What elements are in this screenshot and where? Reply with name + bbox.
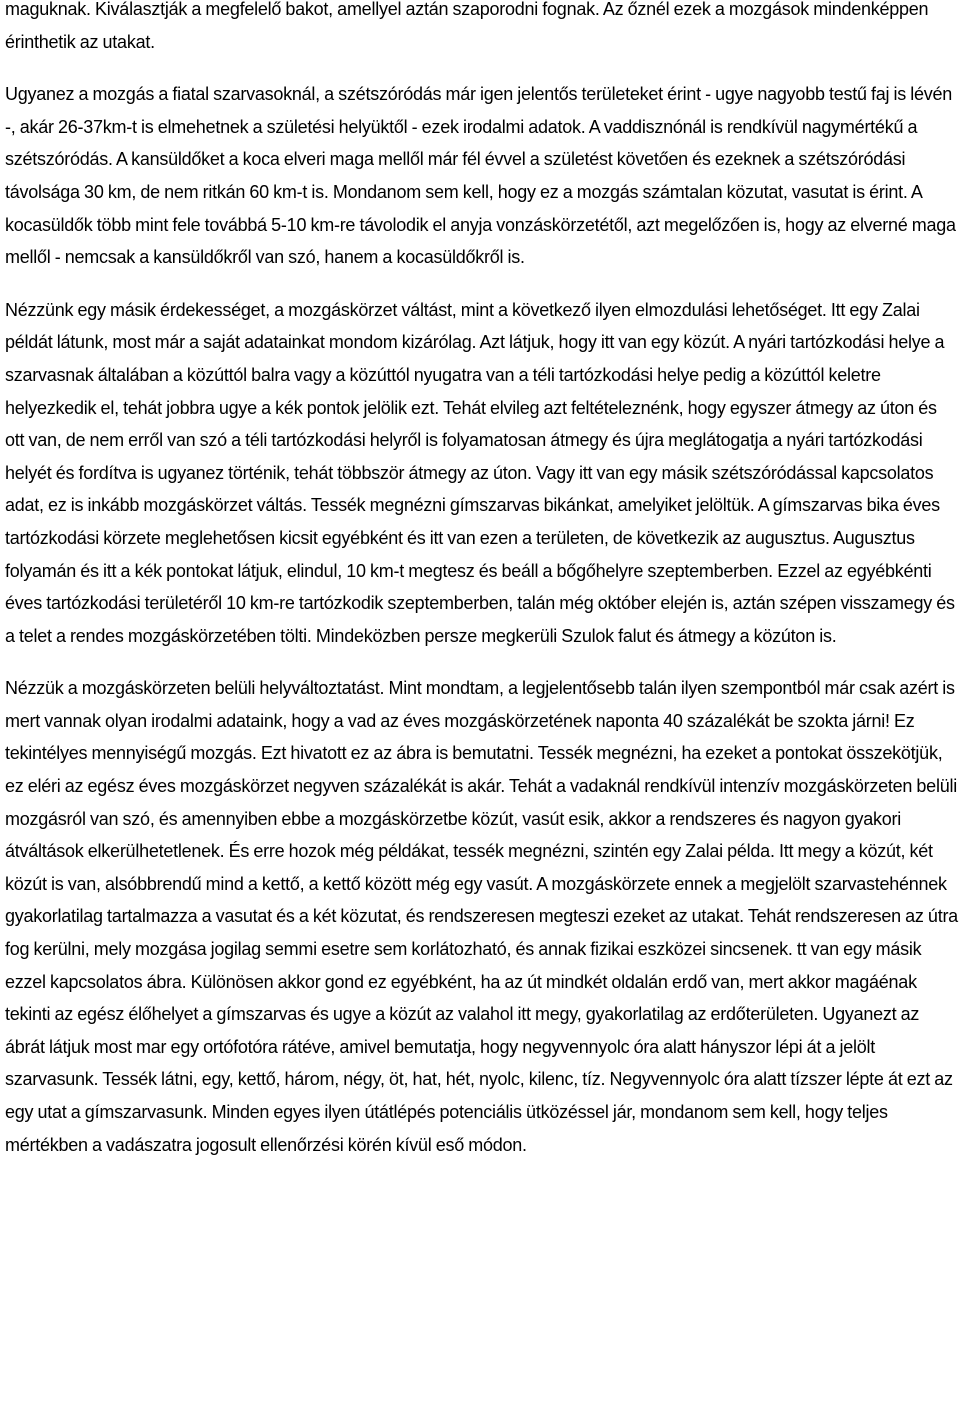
document-page [5,0,958,1161]
paragraph-4: Nézzük a mozgáskörzeten belüli helyváltoztatást. Mint mondtam, a legjelentősebb talán ilyen szempontból már csak azért is mert vannak olyan irodalmi adataink, hogy a vad az éves mozgáskörzetének naponta 40 százalékát be szokta járni! Ez tekintélyes mennyiségű mozgás. Ezt hivatott ez az ábra is bemutatni. Tessék megnézni, ha ezeket a pontokat összekötjük, ez eléri az egész éves mozgáskörzet negyven százalékát is akár. Tehát a vadaknál rendkívül intenzív mozgáskörzeten belüli mozgásról van szó, és amennyiben ebbe a mozgáskörzetbe közút, vasút esik, akkor a rendszeres és nagyon gyakori átváltások elkerülhetetlenek. És erre hozok még példákat, tessék megnézni, szintén egy Zalai példa. Itt megy a közút, két közút is van, alsóbbrendű mind a kettő, a kettő között még egy vasút. A mozgáskörzete ennek a megjelölt szarvastehénnek gyakorlatilag tartalmazza a vasutat és a két közutat, és rendszeresen megteszi ezeket az utakat. Tehát rendszeresen az útra fog kerülni, mely mozgása jogilag semmi esetre sem korlátozható, és annak fizikai eszközei sincsenek. tt van egy másik ezzel kapcsolatos ábra. Különösen akkor gond ez egyébként, ha az út mindkét oldalán erdő van, mert akkor magáénak tekinti az egész élőhelyet a gímszarvas és ugye a közút az valahol itt megy, gyakorlatilag az erdőterületen. Ugyanezt az ábrát látjuk most mar egy ortófotóra rátéve, amivel bemutatja, hogy negyvennyolc óra alatt hányszor lépi át a jelölt szarvasunk. Tessék látni, egy, kettő, három, négy, öt, hat, hét, nyolc, kilenc, tíz. Negyvennyolc óra alatt tízszer lépte át ezt az egy utat a gímszarvasunk. Minden egyes ilyen útátlépés potenciális ütközéssel jár, mondanom sem kell, hogy teljes mértékben a vadászatra jogosult ellenőrzési körén kívül eső módon. [5,678,958,1155]
paragraph-2: Ugyanez a mozgás a fiatal szarvasoknál, a szétszóródás már igen jelentős területeket érint - ugye nagyobb testű faj is lévén -, akár 26-37km-t is elmehetnek a születési helyüktől - ezek irodalmi adatok. A vaddisznónál is rendkívül nagymértékű a szétszóródás. A kansüldőket a koca elveri maga mellől már fél évvel a születést követően és ezeknek a szétszóródási távolsága 30 km, de nem ritkán 60 km-t is. Mondanom sem kell, hogy ez a mozgás számtalan közutat, vasutat is érint. A kocasüldők több mint fele továbbá 5-10 km-re távolodik el anyja vonzáskörzetétől, azt megelőzően is, hogy az elverné maga mellől - nemcsak a kansüldőkről van szó, hanem a kocasüldőkről is. [5,84,956,268]
paragraph-1: maguknak. Kiválasztják a megfelelő bakot, amellyel aztán szaporodni fognak. Az őznél ezek a mozgások mindenképpen érinthetik az utakat. [5,0,929,52]
paragraph-3: Nézzünk egy másik érdekességet, a mozgáskörzet váltást, mint a következő ilyen elmozdulási lehetőséget. Itt egy Zalai példát látunk, most már a saját adatainkat mondom kizárólag. Azt látjuk, hogy itt van egy közút. A nyári tartózkodási helye a szarvasnak általában a közúttól balra vagy a közúttól nyugatra van a téli tartózkodási helye pedig a közúttól keletre helyezkedik el, tehát jobbra ugye a kék pontok jelölik ezt. Tehát elvileg azt feltételeznénk, hogy egyszer átmegy az úton és ott van, de nem erről van szó a téli tartózkodási helyről is folyamatosan átmegy és újra meglátogatja a nyári tartózkodási helyét és fordítva is ugyanez történik, tehát többször átmegy az úton. Vagy itt van egy másik szétszóródással kapcsolatos adat, ez is inkább mozgáskörzet váltás. Tessék megnézni gímszarvas bikánkat, amelyiket jelöltük. A gímszarvas bika éves tartózkodási körzete meglehetősen kicsit egyébként és itt van ezen a területen, de következik az augusztus. Augusztus folyamán és itt a kék pontokat látjuk, elindul, 10 km-t megtesz és beáll a bőgőhelyre szeptemberben. Ezzel az egyébkénti éves tartózkodási területéről 10 km-re tartózkodik szeptemberben, talán még október elején is, aztán szépen visszamegy és a telet a rendes mozgáskörzetében tölti. Mindeközben persze megkerüli Szulok falut és átmegy a közúton is. [5,299,955,646]
